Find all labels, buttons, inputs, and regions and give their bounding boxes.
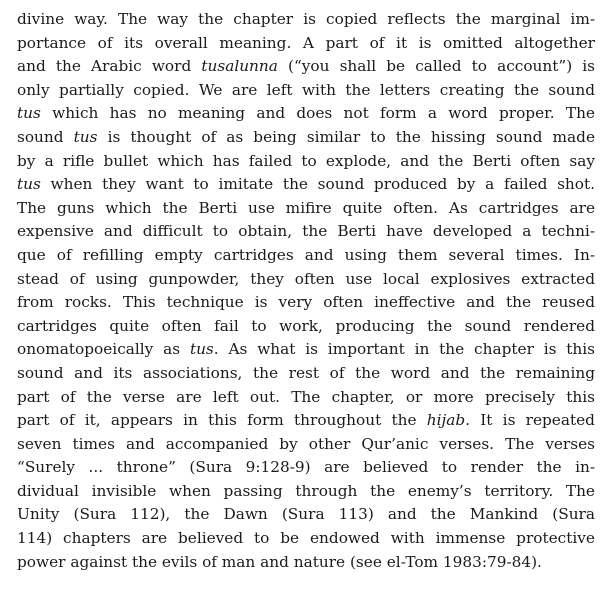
italic-term: hijab [426,411,466,430]
text-line: stead of using gunpowder, they often use local explosives extracted [17,269,595,288]
text-line: The guns which the Berti use mifire quite often. As cartridges are [17,198,595,217]
text-line: “Surely ... throne” (Sura 9:128-9) are believed to render the in- [17,458,595,477]
text-line: expensive and difficult to obtain, the Berti have developed a techni- [17,222,595,241]
italic-term: tus [17,104,41,123]
text-line: divine way. The way the chapter is copied reflects the marginal im- [17,10,595,28]
text-line: power against the evils of man and nature (see el-Tom 1983:79-84). [17,552,542,571]
italic-term: tus [17,175,41,194]
text-line: only partially copied. We are left with the letters creating the sound [17,80,595,99]
text-line: part of the verse are left out. The chapter, or more precisely this [17,387,595,406]
text-line: portance of its overall meaning. A part of it is omitted altogether [17,33,595,52]
text-line: sound and its associations, the rest of the word and the remaining [17,363,595,382]
italic-term: tus [189,340,214,359]
text-line: part of it, appears in this form throughout the hijab. It is repeated [17,411,595,430]
text-line: cartridges quite often fail to work, producing the sound rendered [17,316,595,335]
text-line: seven times and accompanied by other Qur’anic verses. The verses [17,434,595,453]
text-line: sound tus is thought of as being similar to the hissing sound made [17,127,595,146]
document-page [17,8,595,574]
text-line: tus which has no meaning and does not form a word proper. The [17,104,595,123]
text-line: and the Arabic word tusalunna (“you shall be called to account”) is [17,57,595,76]
text-line: by a rifle bullet which has failed to explode, and the Berti often say [17,151,595,170]
body-paragraph [17,8,595,574]
text-line: que of refilling empty cartridges and using them several times. In- [17,245,595,264]
text-line: onomatopoeically as tus. As what is important in the chapter is this [17,340,595,359]
text-line: tus when they want to imitate the sound produced by a failed shot. [17,175,595,194]
italic-term: tusalunna [201,57,278,76]
text-line: 114) chapters are believed to be endowed with immense protective [17,529,595,548]
italic-term: tus [73,127,98,146]
text-line: dividual invisible when passing through the enemy’s territory. The [17,481,595,500]
text-line: from rocks. This technique is very often ineffective and the reused [17,293,595,312]
text-line: Unity (Sura 112), the Dawn (Sura 113) and the Mankind (Sura [17,505,595,524]
